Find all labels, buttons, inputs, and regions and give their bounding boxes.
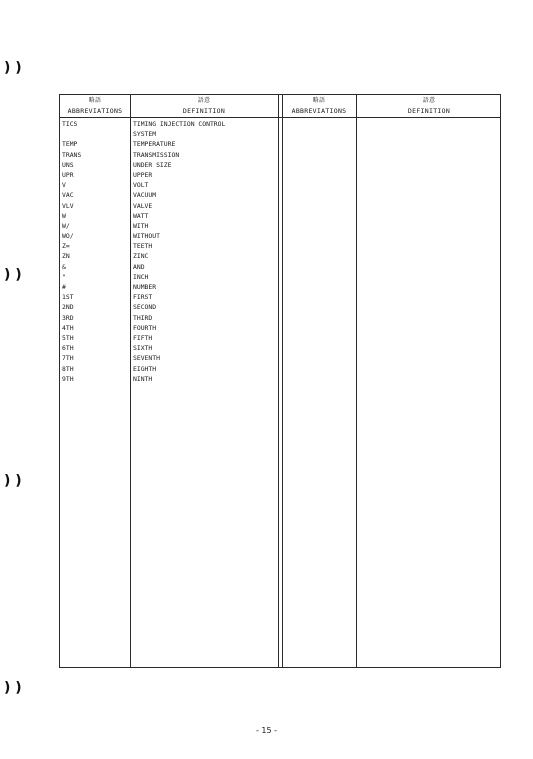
abbreviation-cell: 9TH [62,374,74,383]
definition-cell: NINTH [133,374,153,383]
definition-cell: SECOND [133,303,157,312]
definition-cell: VACUUM [133,191,157,200]
definition-cell: VOLT [133,181,149,190]
abbreviation-cell: W/ [62,221,70,230]
abbreviation-cell: UPR [62,170,74,179]
abbreviation-cell: 4TH [62,323,74,332]
abbreviation-cell: 5TH [62,333,74,342]
abbreviation-cell: VLV [62,201,74,210]
abbreviation-cell: 8TH [62,364,74,373]
column-divider [130,95,131,667]
definition-cell: FOURTH [133,323,157,332]
abbreviation-column [62,119,81,384]
abbreviation-cell: & [62,262,66,271]
abbreviation-cell: UNS [62,160,74,169]
definition-cell: FIFTH [133,333,153,342]
abbreviation-cell: V [62,181,66,190]
header-jp-label: 語意 [422,97,436,104]
definition-cell: VALVE [133,201,153,210]
abbreviation-cell: Z= [62,242,70,251]
punch-hole-mark: ) ) [4,60,22,76]
abbreviation-cell: 3RD [62,313,74,322]
definition-cell: WATT [133,211,149,220]
punch-hole-mark: ) ) [4,473,22,489]
definition-cell: THIRD [133,313,153,322]
abbreviation-cell [62,129,81,139]
abbreviations-table [59,94,501,668]
definition-cell: ZINC [133,252,149,261]
abbreviation-cell: VAC [62,191,74,200]
header-divider [60,117,500,118]
header-definition-left [130,95,278,117]
abbreviation-cell: WO/ [62,232,74,241]
definition-cell: INCH [133,272,149,281]
column-divider [278,95,279,667]
punch-hole-mark: ) ) [4,680,22,696]
definition-cell: TEMPERATURE [133,140,176,149]
definition-cell: SEVENTH [133,354,160,363]
header-en-label: DEFINITION [182,107,226,115]
abbreviation-cell: ZN [62,252,70,261]
column-divider [356,95,357,667]
abbreviation-cell: 2ND [62,303,74,312]
definition-column [133,119,225,384]
definition-cell: FIRST [133,293,153,302]
definition-cell: AND [133,262,145,271]
definition-cell: TRANSMISSION [133,150,180,159]
definition-cell: NUMBER [133,283,157,291]
definition-cell: WITHOUT [133,232,160,241]
header-jp-label: 略語 [312,97,326,104]
abbreviation-cell: W [62,211,66,220]
header-en-label: ABBREVIATIONS [67,107,123,115]
definition-cell: SYSTEM [133,130,157,139]
header-jp-label: 語意 [197,97,211,104]
definition-cell: WITH [133,221,149,230]
column-divider [282,95,283,667]
header-abbreviations-right [282,95,356,117]
definition-cell: TIMING INJECTION CONTROL [133,120,226,128]
header-en-label: DEFINITION [407,107,451,115]
header-abbreviations-left [60,95,130,117]
abbreviation-cell: TRANS [62,150,82,159]
header-en-label: ABBREVIATIONS [291,107,347,115]
definition-cell: UPPER [133,170,153,179]
abbreviation-cell: TEMP [62,140,78,149]
page-number: - 15 - [255,726,278,735]
definition-cell: SIXTH [133,344,153,353]
definition-cell: EIGHTH [133,364,157,373]
definition-cell: UNDER SIZE [133,160,172,169]
definition-cell: TEETH [133,242,153,251]
punch-hole-mark: ) ) [4,267,22,283]
abbreviation-cell: " [62,272,66,281]
header-jp-label: 略語 [88,97,102,104]
abbreviation-cell: 7TH [62,354,74,363]
abbreviation-cell: 1ST [62,293,74,302]
abbreviation-cell: TICS [62,120,78,128]
abbreviation-cell: 6TH [62,344,74,353]
header-definition-right [356,95,502,117]
abbreviation-cell: # [62,283,66,291]
